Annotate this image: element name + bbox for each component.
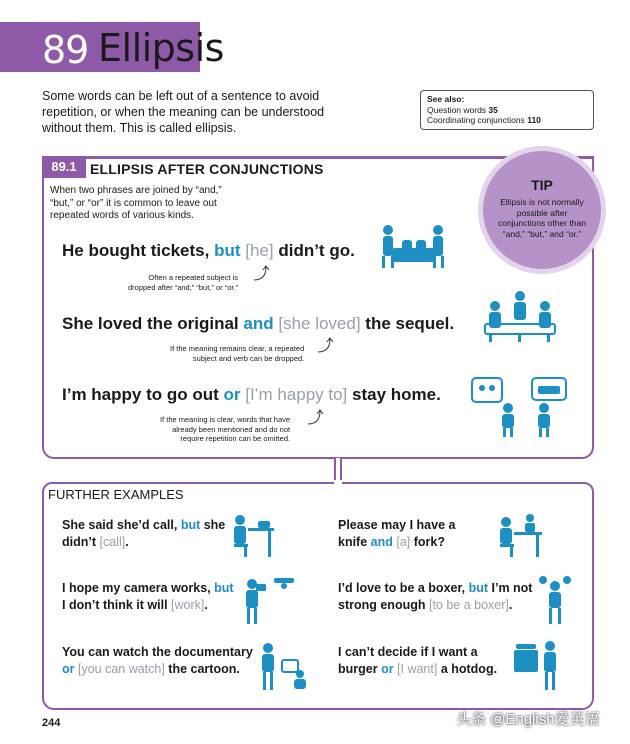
see-also-line[interactable]: Coordinating conjunctions 110 [427,115,541,125]
boxer-illustration-icon [538,574,572,626]
example-sentence: I’m happy to go out or [I’m happy to] stay home. [62,385,441,404]
see-also-title: See also: [427,94,465,104]
phone-desk-illustration-icon [228,512,276,558]
dining-illustration-icon [496,512,544,558]
example-note: If the meaning remains clear, a repeated subject and verb can be dropped. [170,344,305,363]
example-note: If the meaning is clear, words that have already been mentioned and do not require repetition can be omitted. [160,415,291,443]
audience-illustration-icon [483,288,557,342]
food-counter-illustration-icon [512,636,564,692]
omitted-words: [I’m happy to] [245,385,348,404]
thinking-couple-illustration-icon [470,376,574,438]
cinema-couple-illustration-icon [378,222,450,270]
example-note: Often a repeated subject is dropped after “and,” “but,” or “or.” [128,273,239,292]
unit-title: Ellipsis [98,26,224,70]
conjunction: but [214,241,241,260]
example-sentence: He bought tickets, but [he] didn’t go. [62,241,355,260]
watermark: 头条 @English爱英语 [456,711,600,728]
tip-bubble [478,146,606,274]
further-examples-title: FURTHER EXAMPLES [48,487,184,502]
section-description: When two phrases are joined by “and,” “but,” or “or” it is common to leave out repeated words of various kinds. [50,185,222,221]
conjunction: and [243,314,274,333]
arrow-icon [316,336,336,356]
see-also-box [420,90,594,130]
further-example: Please may I have a knife and [a] fork? [338,518,456,549]
section-number: 89.1 [42,156,86,178]
tip-title: TIP [531,177,553,193]
further-example: She said she’d call, but she didn’t [call]. [62,518,226,549]
unit-number: 89 [42,28,89,72]
arrow-icon [252,264,272,284]
example-sentence: She loved the original and [she loved] the sequel. [62,314,455,333]
conjunction: or [223,385,241,404]
camera-drone-illustration-icon [238,574,298,626]
page-number: 244 [42,717,61,729]
omitted-words: [he] [245,241,274,260]
further-example: I can’t decide if I want a burger or [I want] a hotdog. [338,645,498,676]
further-example: You can watch the documentary or [you can watch] the cartoon. [62,645,253,676]
intro-text: Some words can be left out of a sentence to avoid repetition, or when the meaning can be understood without them. This is called ellipsis. [42,89,325,135]
arrow-icon [306,408,326,428]
tip-text: Ellipsis is not normally possible after conjunctions other than “and,” “but,” and “or.” [498,197,586,239]
omitted-words: [she loved] [278,314,361,333]
tv-watching-illustration-icon [256,640,312,692]
further-example: I hope my camera works, but I don’t think it will [work]. [62,581,234,612]
see-also-line[interactable]: Question words 35 [427,104,498,115]
section-title: ELLIPSIS AFTER CONJUNCTIONS [90,161,324,177]
further-example: I’d love to be a boxer, but I’m not strong enough [to be a boxer]. [338,581,533,612]
